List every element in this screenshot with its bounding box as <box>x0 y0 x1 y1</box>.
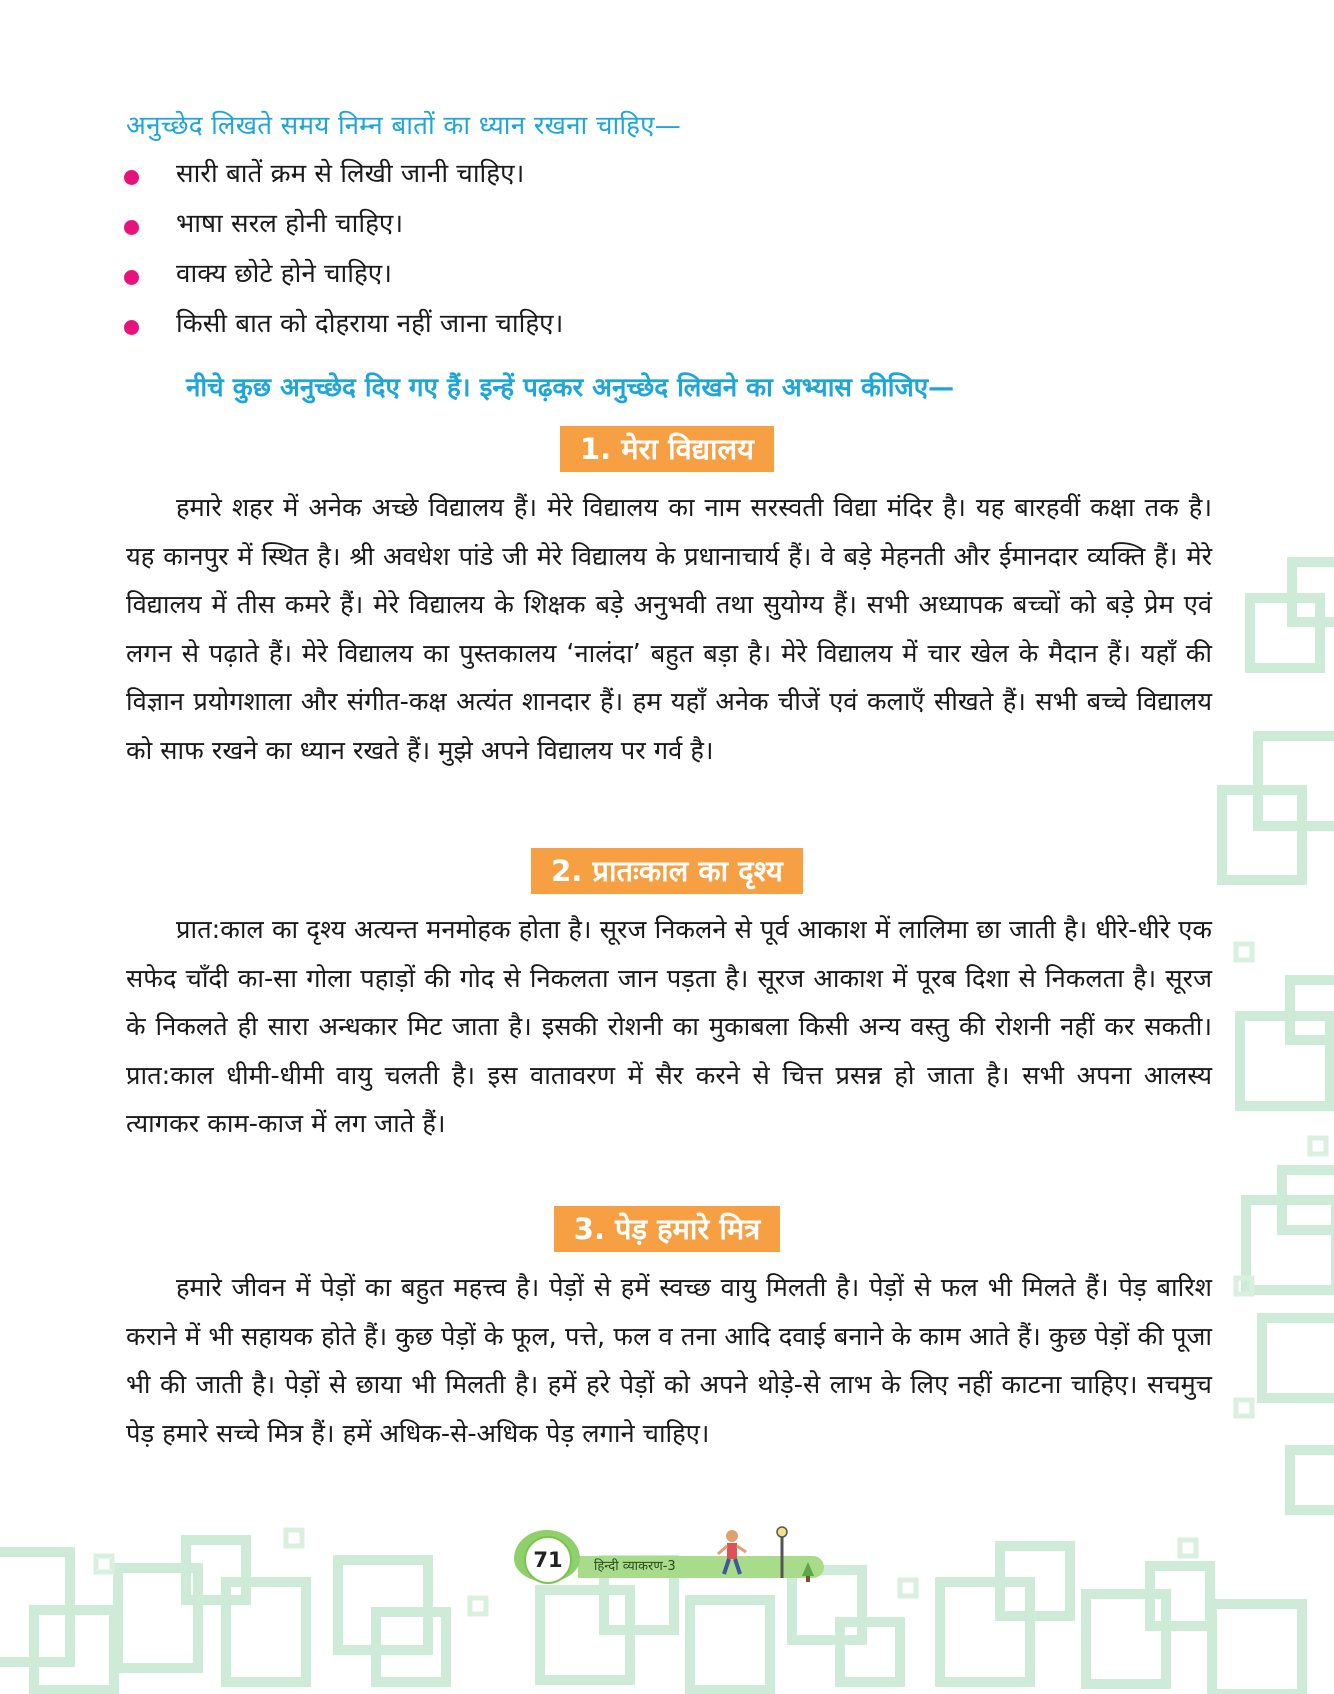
section-heading-label: 3. पेड़ हमारे मित्र <box>554 1206 780 1252</box>
section-paragraph-1: हमारे शहर में अनेक अच्छे विद्यालय हैं। मेरे विद्यालय का नाम सरस्वती विद्या मंदिर है। यह बारहवीं कक्षा तक है। यह कानपुर में स्थित है। श्री अवधेश पांडे जी मेरे विद्यालय के प्रधानाचार्य हैं। वे बड़े मेहनती और ईमानदार व्यक्ति हैं। मेरे विद्यालय में तीस कमरे हैं। मेरे विद्यालय के शिक्षक बड़े अनुभवी तथा सुयोग्य हैं। सभी अध्यापक बच्चों को बड़े प्रेम एवं लगन से पढ़ाते हैं। मेरे विद्यालय का पुस्तकालय ‘नालंदा’ बहुत बड़ा है। मेरे विद्यालय में चार खेल के मैदान हैं। यहाँ की विज्ञान प्रयोगशाला और संगीत-कक्ष अत्यंत शानदार हैं। हम यहाँ अनेक चीजें एवं कलाएँ सीखते हैं। सभी बच्चे विद्यालय को साफ रखने का ध्यान रखते हैं। मुझे अपने विद्यालय पर गर्व है। <box>126 493 1212 766</box>
list-item <box>124 154 563 204</box>
section-heading-label: 2. प्रातःकाल का दृश्य <box>531 848 803 894</box>
list-item-text: भाषा सरल होनी चाहिए। <box>176 209 404 239</box>
intro-instruction: अनुच्छेद लिखते समय निम्न बातों का ध्यान रखना चाहिए— <box>126 111 681 141</box>
section-heading-label: 1. मेरा विद्यालय <box>560 426 774 472</box>
section-heading-2 <box>0 848 1334 894</box>
section-paragraph-3: हमारे जीवन में पेड़ों का बहुत महत्त्व है। पेड़ों से हमें स्वच्छ वायु मिलती है। पेड़ों से फल भी मिलते हैं। पेड़ बारिश कराने में भी सहायक होते हैं। कुछ पेड़ों के फूल, पत्ते, फल व तना आदि दवाई बनाने के काम आते हैं। कुछ पेड़ों की पूजा भी की जाती है। पेड़ों से छाया भी मिलती है। हमें हरे पेड़ों को अपने थोड़े-से लाभ के लिए नहीं काटना चाहिए। सचमुच पेड़ हमारे सच्चे मित्र हैं। हमें अधिक-से-अधिक पेड़ लगाने चाहिए। <box>126 1273 1212 1449</box>
bullet-dot-icon <box>124 320 139 335</box>
section-paragraph-2: प्रात:काल का दृश्य अत्यन्त मनमोहक होता है। सूरज निकलने से पूर्व आकाश में लालिमा छा जाती है। धीरे-धीरे एक सफेद चाँदी का-सा गोला पहाड़ों की गोद से निकलता जान पड़ता है। सूरज आकाश में पूरब दिशा से निकलता है। सूरज के निकलते ही सारा अन्धकार मिट जाता है। इसकी रोशनी का मुकाबला किसी अन्य वस्तु की रोशनी नहीं कर सकती। प्रात:काल धीमी-धीमी वायु चलती है। इस वातावरण में सैर करने से चित्त प्रसन्न हो जाता है। सभी अपना आलस्य त्यागकर काम-काज में लग जाते हैं। <box>126 915 1212 1139</box>
page-number: 71 <box>524 1536 572 1584</box>
bullet-dot-icon <box>124 170 139 185</box>
book-title: हिन्दी व्याकरण-3 <box>594 1559 676 1574</box>
bullet-dot-icon <box>124 270 139 285</box>
boy-with-lamp-post-icon <box>704 1526 824 1586</box>
exercise-instruction: नीचे कुछ अनुच्छेद दिए गए हैं। इन्हें पढ़कर अनुच्छेद लिखने का अभ्यास कीजिए— <box>186 373 955 403</box>
page-footer <box>508 1526 828 1586</box>
bullet-dot-icon <box>124 220 139 235</box>
section-heading-3 <box>0 1206 1334 1252</box>
list-item-text: किसी बात को दोहराया नहीं जाना चाहिए। <box>176 309 564 339</box>
section-heading-1 <box>0 426 1334 472</box>
list-item-text: वाक्य छोटे होने चाहिए। <box>176 259 393 289</box>
list-item <box>124 304 563 354</box>
guideline-list <box>124 154 563 354</box>
list-item <box>124 204 563 254</box>
list-item-text: सारी बातें क्रम से लिखी जानी चाहिए। <box>176 159 525 189</box>
list-item <box>124 254 563 304</box>
